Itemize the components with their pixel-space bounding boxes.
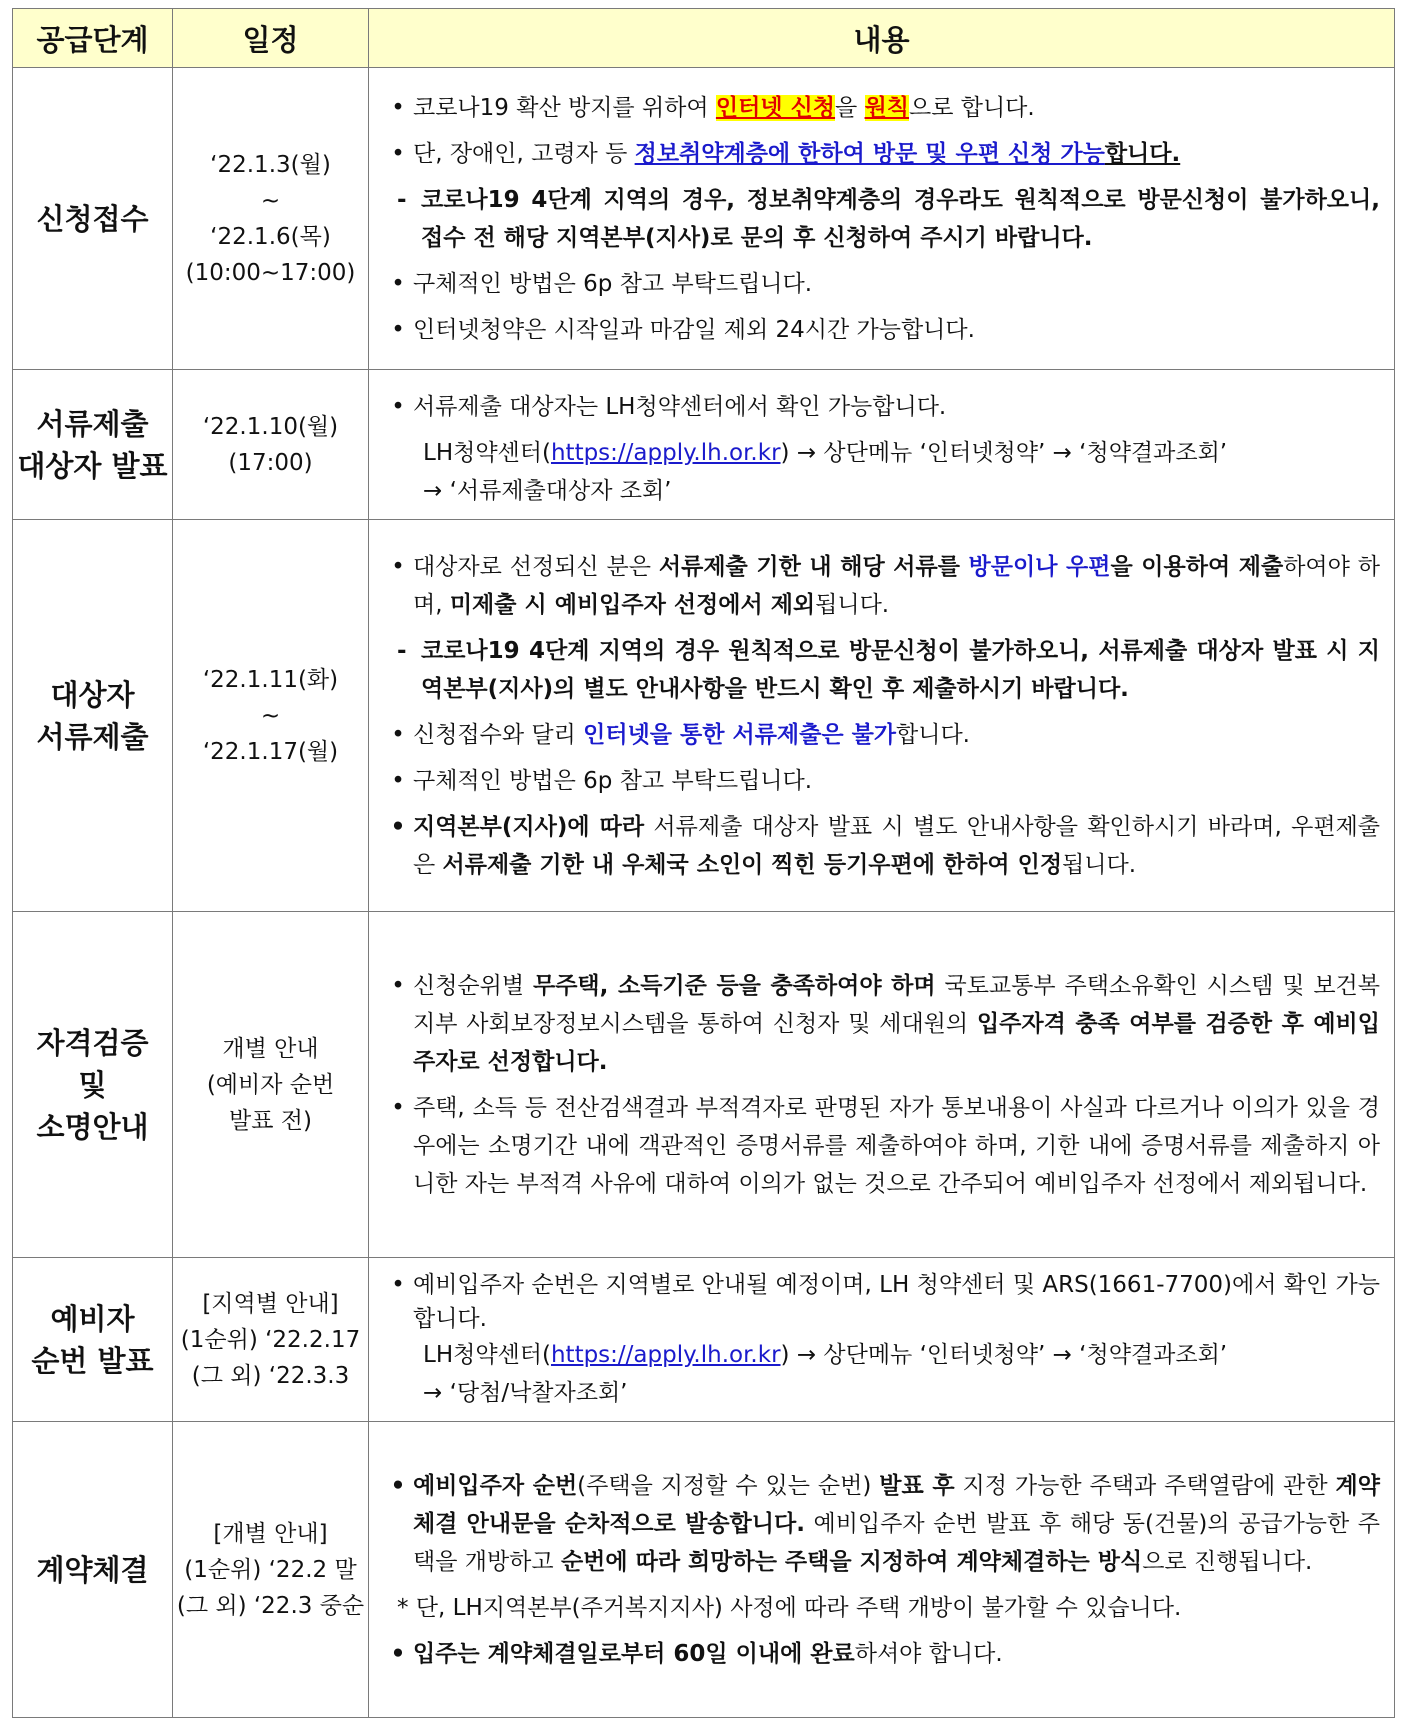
header-content: 내용 xyxy=(369,9,1395,68)
sub-note: - 코로나19 4단계 지역의 경우, 정보취약계층의 경우라도 원칙적으로 방문신청이 불가하오니, 접수 전 해당 지역본부(지사)로 문의 후 신청하여 주시기 바랍니다. xyxy=(397,186,1380,251)
date-cell: ‘22.1.11(화) ~ ‘22.1.17(월) xyxy=(173,520,369,912)
stage-cell: 예비자 순번 발표 xyxy=(13,1258,173,1422)
date-cell: ‘22.1.10(월) (17:00) xyxy=(173,370,369,520)
list-item: • 단, 장애인, 고령자 등 정보취약계층에 한하여 방문 및 우편 신청 가능합니다. xyxy=(391,140,1181,167)
content-cell xyxy=(369,912,1395,1258)
table-row xyxy=(13,520,1395,912)
list-item: • 입주는 계약체결일로부터 60일 이내에 완료하셔야 합니다. xyxy=(390,1640,1003,1667)
table-row xyxy=(13,370,1395,520)
header-stage: 공급단계 xyxy=(13,9,173,68)
table-row xyxy=(13,1258,1395,1422)
content-cell xyxy=(369,68,1395,370)
list-item: • 대상자로 선정되신 분은 서류제출 기한 내 해당 서류를 방문이나 우편을 이용하여 제출하여야 하며, 미제출 시 예비입주자 선정에서 제외됩니다. xyxy=(391,553,1380,618)
content-cell xyxy=(369,520,1395,912)
date-cell: ‘22.1.3(월) ~ ‘22.1.6(목) (10:00~17:00) xyxy=(173,68,369,370)
list-item: • 예비입주자 순번은 지역별로 안내될 예정이며, LH 청약센터 및 ARS(1661-7700)에서 확인 가능합니다. xyxy=(391,1271,1380,1332)
apply-link[interactable]: https://apply.lh.or.kr xyxy=(550,439,781,466)
header-schedule: 일정 xyxy=(173,9,369,68)
list-item: • 주택, 소득 등 전산검색결과 부적격자로 판명된 자가 통보내용이 사실과 다르거나 이의가 있을 경우에는 소명기간 내에 객관적인 증명서류를 제출하여야 하며, 기한 내에 증명서류를 제출하지 아니한 자는 부적격 사유에 대하여 이의가 없는 것으로 간주되어 예비입주자 선정에서 제외됩니다. xyxy=(391,1094,1380,1197)
supply-schedule-table xyxy=(12,8,1395,1718)
url-line: LH청약센터(https://apply.lh.or.kr) → 상단메뉴 ‘인터넷청약’ → ‘청약결과조회’ xyxy=(423,1341,1228,1368)
content-cell xyxy=(369,1258,1395,1422)
date-cell: [개별 안내] (1순위) ‘22.2 말 (그 외) ‘22.3 중순 xyxy=(173,1422,369,1718)
table-row xyxy=(13,68,1395,370)
list-item: • 코로나19 확산 방지를 위하여 인터넷 신청을 원칙으로 합니다. xyxy=(391,94,1035,121)
stage-cell: 신청접수 xyxy=(13,68,173,370)
url-line: LH청약센터(https://apply.lh.or.kr) → 상단메뉴 ‘인터넷청약’ → ‘청약결과조회’ xyxy=(423,439,1228,466)
list-item: • 구체적인 방법은 6p 참고 부탁드립니다. xyxy=(391,767,813,794)
date-cell: 개별 안내 (예비자 순번 발표 전) xyxy=(173,912,369,1258)
date-cell: [지역별 안내] (1순위) ‘22.2.17 (그 외) ‘22.3.3 xyxy=(173,1258,369,1422)
list-item: • 서류제출 대상자는 LH청약센터에서 확인 가능합니다. xyxy=(391,393,947,420)
stage-cell: 서류제출 대상자 발표 xyxy=(13,370,173,520)
list-item: • 인터넷청약은 시작일과 마감일 제외 24시간 가능합니다. xyxy=(391,316,975,343)
list-item: • 예비입주자 순번(주택을 지정할 수 있는 순번) 발표 후 지정 가능한 주택과 주택열람에 관한 계약체결 안내문을 순차적으로 발송합니다. 예비입주자 순번 발표 후 해당 동(건물)의 공급가능한 주택을 개방하고 순번에 따라 희망하는 주택을 지정하여 계약체결하는 방식으로 진행됩니다. xyxy=(390,1472,1380,1575)
table-row xyxy=(13,1422,1395,1718)
footnote: * 단, LH지역본부(주거복지지사) 사정에 따라 주택 개방이 불가할 수 있습니다. xyxy=(397,1594,1182,1621)
apply-link[interactable]: https://apply.lh.or.kr xyxy=(550,1341,781,1368)
table-row xyxy=(13,912,1395,1258)
stage-cell: 계약체결 xyxy=(13,1422,173,1718)
menu-path: → ‘서류제출대상자 조회’ xyxy=(423,477,672,504)
content-cell xyxy=(369,1422,1395,1718)
stage-cell: 대상자 서류제출 xyxy=(13,520,173,912)
list-item: • 신청순위별 무주택, 소득기준 등을 충족하여야 하며 국토교통부 주택소유확인 시스템 및 보건복지부 사회보장정보시스템을 통하여 신청자 및 세대원의 입주자격 충족 여부를 검증한 후 예비입주자로 선정합니다. xyxy=(391,972,1380,1075)
menu-path: → ‘당첨/낙찰자조회’ xyxy=(423,1379,628,1406)
list-item: • 구체적인 방법은 6p 참고 부탁드립니다. xyxy=(391,270,813,297)
list-item: • 신청접수와 달리 인터넷을 통한 서류제출은 불가합니다. xyxy=(391,721,970,748)
stage-cell: 자격검증 및 소명안내 xyxy=(13,912,173,1258)
content-cell xyxy=(369,370,1395,520)
header-row xyxy=(13,9,1395,68)
list-item: • 지역본부(지사)에 따라 서류제출 대상자 발표 시 별도 안내사항을 확인하시기 바라며, 우편제출은 서류제출 기한 내 우체국 소인이 찍힌 등기우편에 한하여 인정됩니다. xyxy=(390,813,1381,878)
sub-note: - 코로나19 4단계 지역의 경우 원칙적으로 방문신청이 불가하오니, 서류제출 대상자 발표 시 지역본부(지사)의 별도 안내사항을 반드시 확인 후 제출하시기 바랍니다. xyxy=(397,637,1380,702)
